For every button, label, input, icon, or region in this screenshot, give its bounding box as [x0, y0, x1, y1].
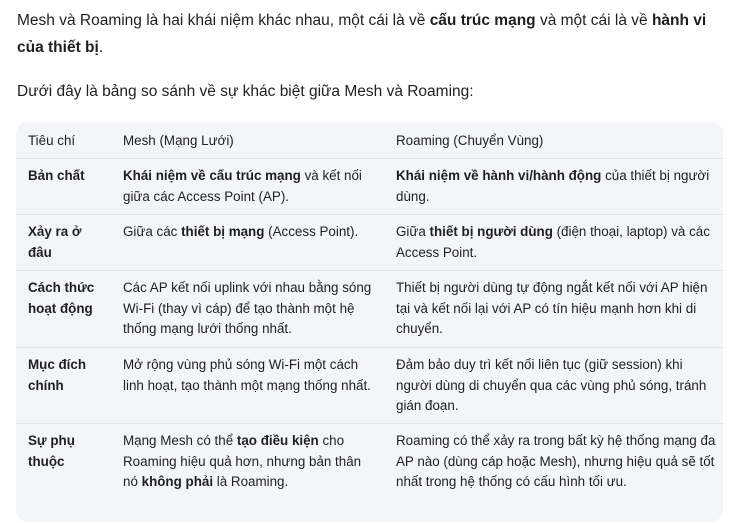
row-divider: [16, 423, 723, 424]
roaming-cell: Thiết bị người dùng tự động ngắt kết nối với AP hiện tại và kết nối lại với AP có tín hiệu mạnh hơn khi di chuyển.: [396, 280, 708, 336]
row-label: Mục đích chính: [28, 357, 87, 393]
mesh-cell: Mở rộng vùng phủ sóng Wi-Fi một cách linh hoạt, tạo thành một mạng thống nhất.: [123, 357, 371, 393]
mesh-cell: [123, 431, 373, 493]
mesh-cell-bold: Khái niệm về cấu trúc mạng: [123, 168, 301, 183]
roaming-cell: Roaming có thể xảy ra trong bất kỳ hệ thống mạng đa AP nào (dùng cáp hoặc Mesh), nhưng hiệu quả sẽ tốt nhất trong hệ thống có cấu hình tối ưu.: [396, 433, 716, 489]
row-divider: [16, 214, 723, 215]
row-label: Sự phụ thuộc: [28, 433, 75, 469]
row-label: Cách thức hoạt động: [28, 280, 95, 316]
mesh-cell-text: là Roaming.: [213, 474, 289, 489]
intro-bold-2: hành vi của thiết bị: [17, 12, 707, 56]
mesh-cell-text: Giữa các: [123, 224, 182, 239]
mesh-cell: [123, 222, 373, 243]
mesh-cell: [123, 166, 373, 207]
roaming-cell: [396, 222, 716, 263]
mesh-cell: Các AP kết nối uplink với nhau bằng sóng Wi-Fi (thay vì cáp) để tạo thành một hệ thống mạng lưới thống nhất.: [123, 280, 372, 336]
roaming-cell-text: (điện thoại, laptop) và các Access Point.: [396, 224, 710, 260]
intro-bold-1: cấu trúc mạng: [429, 12, 536, 29]
lead-paragraph: Dưới đây là bảng so sánh về sự khác biệt giữa Mesh và Roaming:: [17, 83, 474, 100]
header-divider: [16, 158, 723, 159]
comparison-table: [16, 122, 723, 522]
mesh-cell-bold: tạo điều kiện: [236, 433, 319, 448]
header-roaming: Roaming (Chuyển Vùng): [396, 133, 544, 148]
roaming-cell-bold: Khái niệm về hành vi/hành động: [396, 168, 602, 183]
row-divider: [16, 270, 723, 271]
header-mesh: Mesh (Mạng Lưới): [123, 133, 234, 148]
mesh-cell-text: Mạng Mesh có thể: [123, 433, 237, 448]
roaming-cell: Đảm bảo duy trì kết nối liên tục (giữ session) khi người dùng di chuyển qua các vùng phủ sóng, tránh gián đoạn.: [396, 357, 707, 413]
header-criteria: Tiêu chí: [28, 133, 76, 148]
roaming-cell-text: của thiết bị người dùng.: [396, 168, 710, 204]
intro-text-1: Mesh và Roaming là hai khái niệm khác nhau, một cái là về: [17, 12, 430, 29]
row-label: Xảy ra ở đâu: [28, 224, 82, 260]
intro-paragraph: [17, 7, 729, 61]
roaming-cell-bold: thiết bị người dùng: [429, 224, 553, 239]
mesh-cell-text: cho Roaming hiệu quả hơn, nhưng bản thân nó: [123, 433, 362, 489]
mesh-cell-text: và kết nối giữa các Access Point (AP).: [123, 168, 362, 204]
mesh-cell-bold: không phải: [141, 474, 214, 489]
mesh-cell-bold: thiết bị mạng: [181, 224, 265, 239]
row-divider: [16, 347, 723, 348]
intro-text-2: và một cái là về: [535, 12, 652, 29]
roaming-cell-text: Giữa: [396, 224, 430, 239]
roaming-cell: [396, 166, 716, 207]
mesh-cell-text: (Access Point).: [264, 224, 359, 239]
row-label: Bản chất: [28, 168, 85, 183]
intro-text-3: .: [98, 39, 104, 56]
